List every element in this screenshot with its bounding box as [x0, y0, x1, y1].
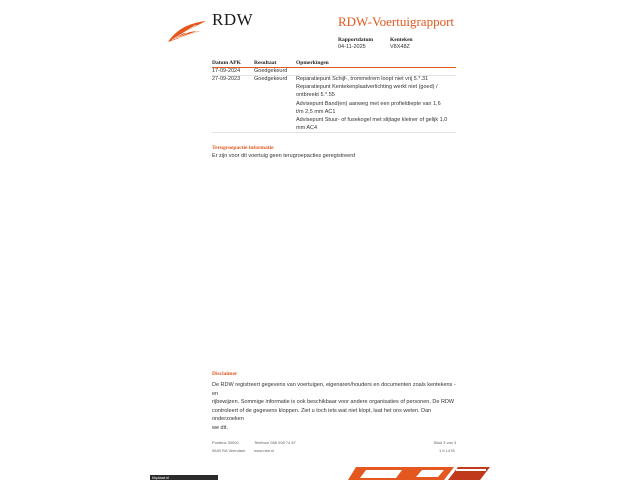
footer-code: 1.5 1478 [439, 448, 455, 453]
plate-label: Kenteken [390, 37, 413, 43]
disclaimer-line: we dit. [212, 424, 228, 431]
row-divider [212, 132, 456, 133]
disclaimer-text [212, 381, 458, 432]
footer-phone: Telefoon 088 008 74 87 [254, 440, 296, 445]
column-header-remarks: Opmerkingen [296, 60, 329, 66]
watermark-label [150, 475, 218, 480]
recall-heading: Terugroepactie informatie [212, 145, 274, 151]
brand-name: RDW [212, 10, 254, 29]
row-1-date: 17-09-2024 [212, 68, 241, 74]
row-2-remarks [296, 75, 448, 132]
remark-item: Reparatiepunt Schijf-, trommelrem loopt niet vrij 5.*.31 [296, 76, 429, 82]
report-title: RDW-Voertuigrapport [338, 14, 455, 29]
plate-value: V8X48Z [390, 44, 410, 50]
disclaimer-heading: Disclaimer [212, 371, 238, 377]
disclaimer-line: De RDW registreert gegevens van voertuigen, eigenaren/houders en documenten zoals kentekens - en [212, 382, 456, 397]
disclaimer-line: rijbewijzen. Sommige informatie is ook beschikbaar voor andere organisaties of personen. De RDW [212, 399, 455, 405]
recall-text: Er zijn voor dit voertuig geen terugroepacties geregistreerd [212, 153, 356, 159]
remark-item: Advisepunt Band(en) aanweg met een profieldiepte van 1,6 t/m 2,5 mm AC1 [296, 100, 441, 115]
footer-address-1: Postbus 30000 [212, 440, 239, 445]
row-2-date: 27-09-2023 [212, 76, 241, 82]
row-1-result: Goedgekeurd [254, 68, 288, 74]
report-date-label: Rapportdatum [338, 37, 374, 43]
rdw-stripe-graphic [344, 465, 494, 480]
footer-page-number: Blad 3 van 3 [434, 440, 457, 445]
column-header-result: Resultaat [254, 60, 277, 66]
remark-item: Advisepunt Stuur- of fusekogel met slijtage kleiner of gelijk 1,0 mm AC4 [296, 117, 448, 132]
report-date-value: 04-11-2025 [338, 44, 366, 50]
footer-address-2: 9640 RA Veendam [212, 448, 246, 453]
footer-website: www.rdw.nl [254, 448, 275, 453]
table-header-divider [212, 67, 456, 68]
watermark-text: hkplaat.nl [152, 475, 170, 480]
row-2-result: Goedgekeurd [254, 76, 288, 82]
rdw-logo [166, 20, 208, 44]
column-header-date: Datum APK [212, 60, 241, 66]
remark-item: Reparatiepunt Kentekenplaatverlichting werkt niet (goed) / ontbreekt 5.*.55 [296, 84, 438, 99]
disclaimer-line: controleert of de gegevens kloppen. Ziet u toch iets wat niet klopt, laat het ons weten. Dan onderzoeken [212, 407, 432, 422]
